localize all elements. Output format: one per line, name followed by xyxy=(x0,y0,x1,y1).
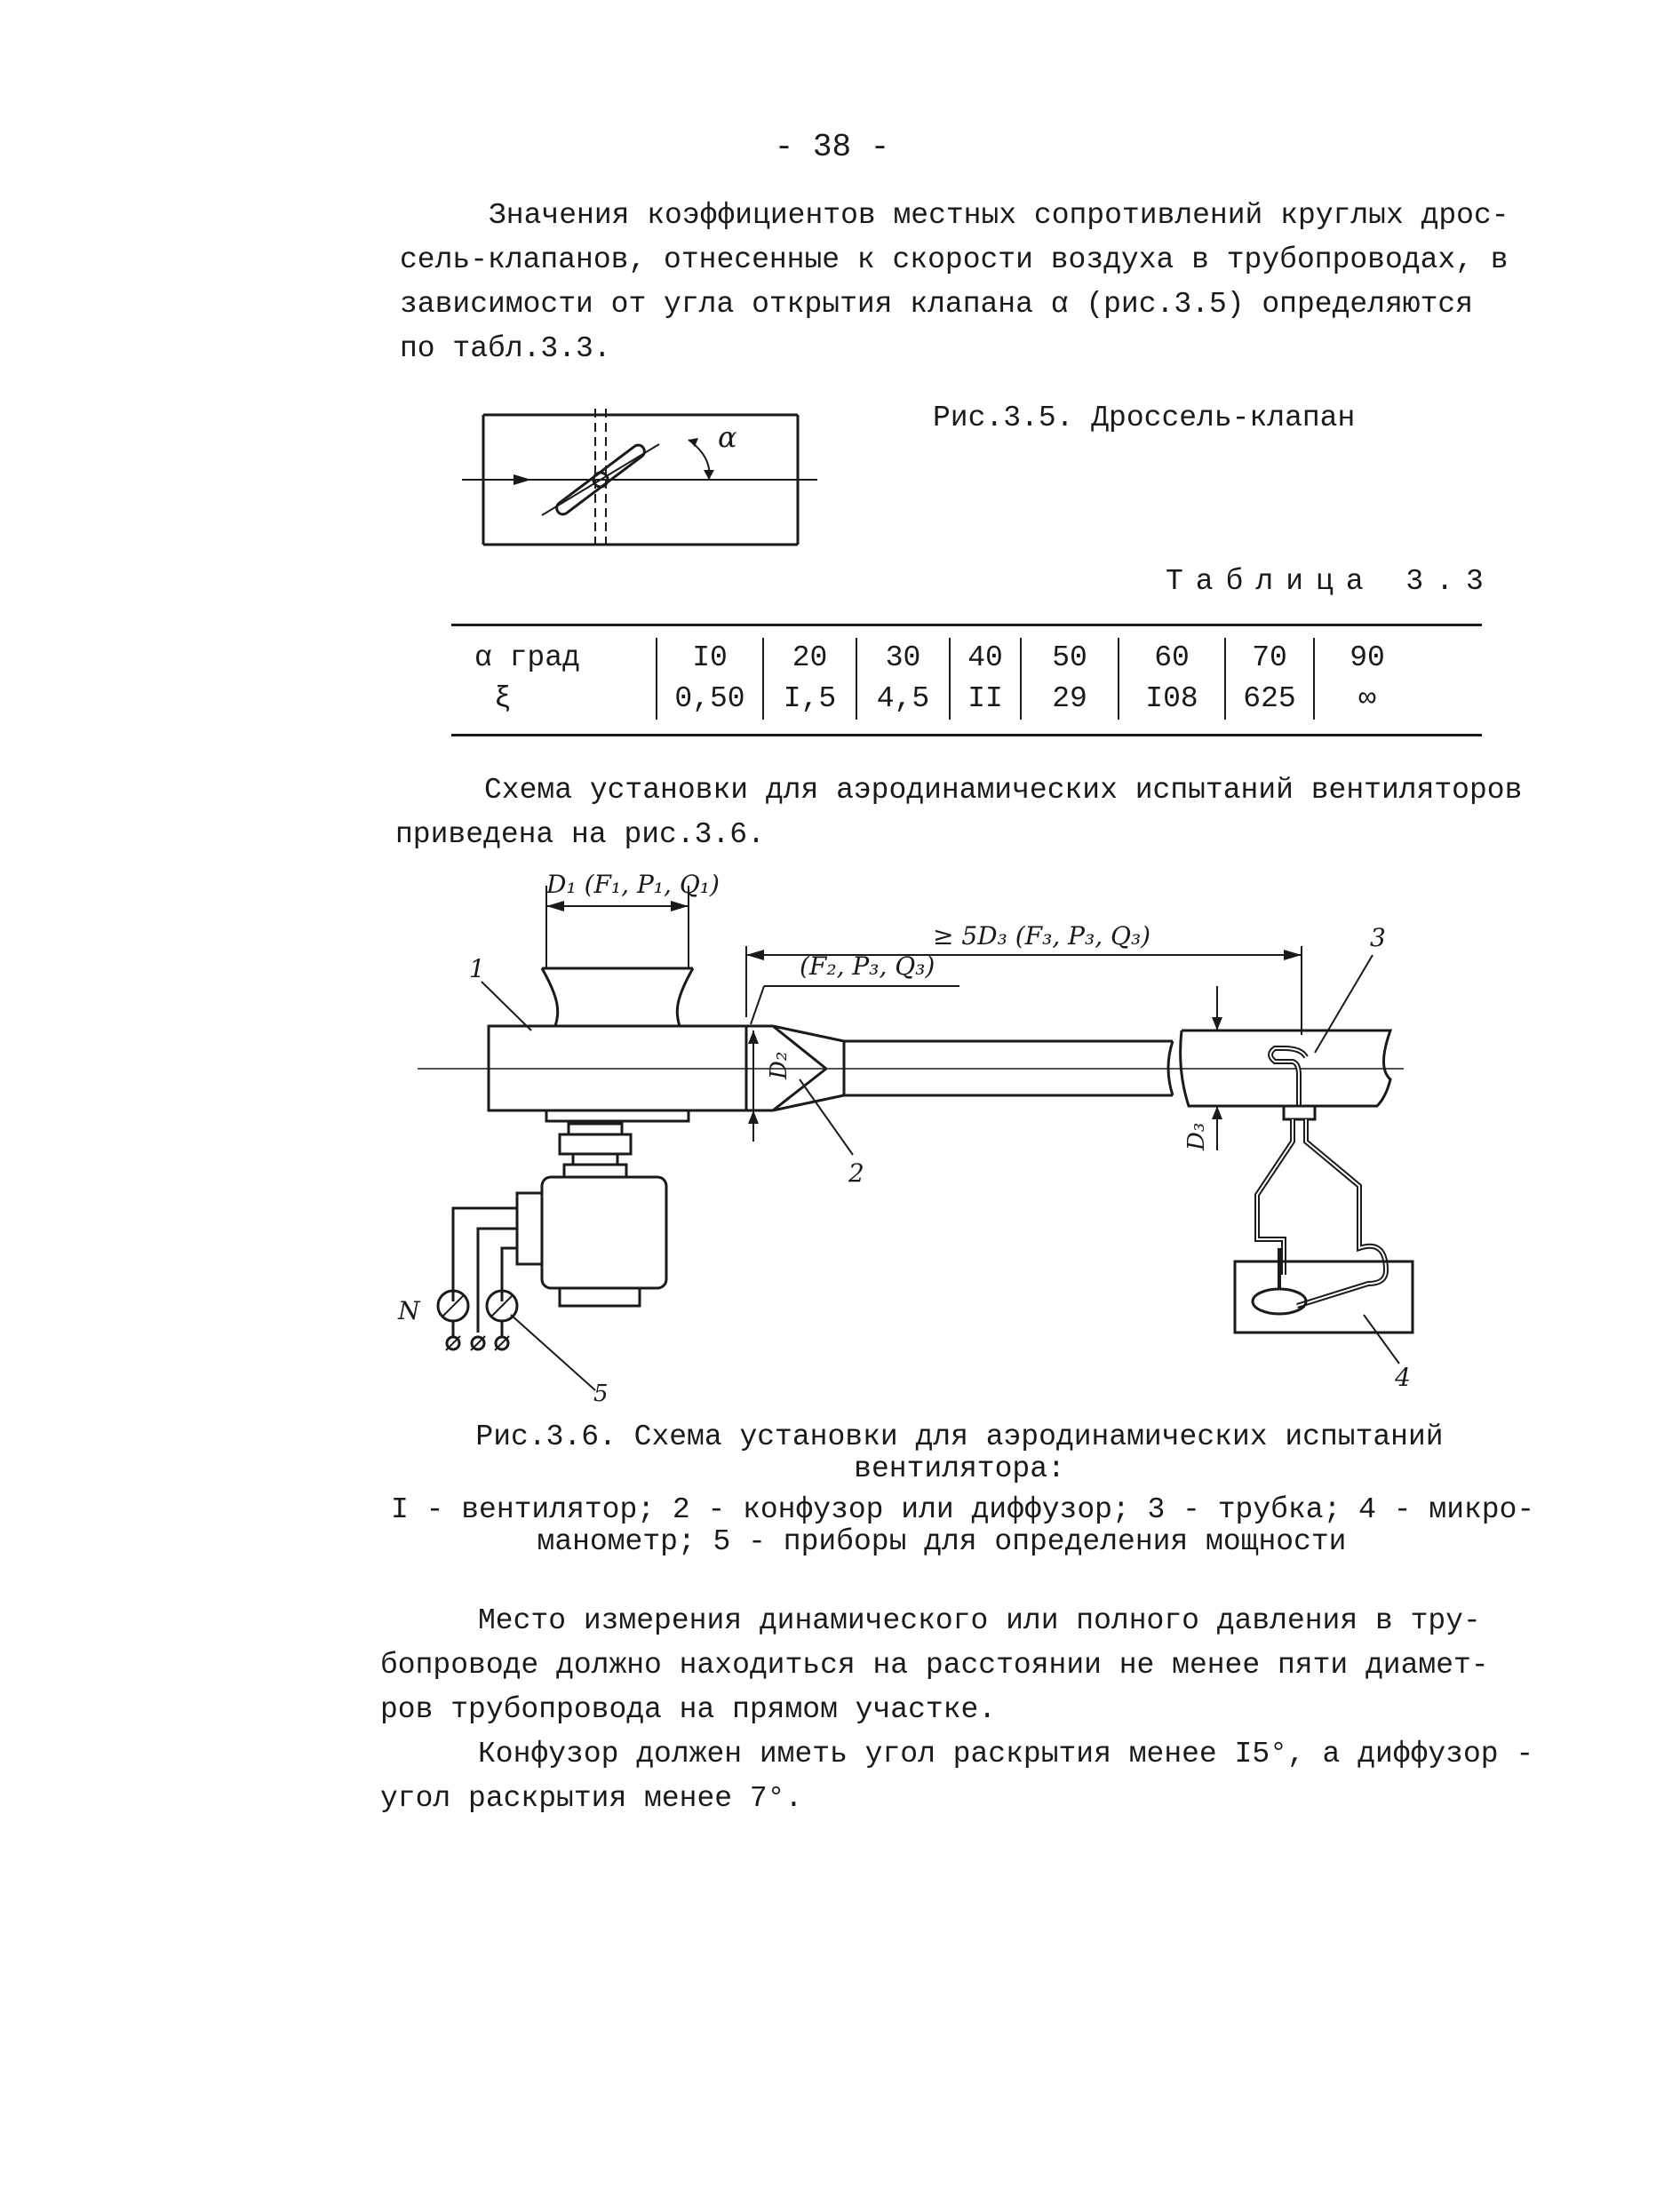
table-cell: ∞ xyxy=(1314,679,1420,720)
scheme-line-2: приведена на рис.3.6. xyxy=(395,818,765,851)
label-2: 2 xyxy=(848,1158,864,1188)
table-cell: 0,50 xyxy=(657,679,763,720)
table-cell: 70 xyxy=(1225,638,1314,679)
table-bottom-rule xyxy=(451,734,1482,736)
label-1: 1 xyxy=(469,954,485,983)
intro-line-3: зависимости от угла открытия клапана α (рис.3.5) определяются xyxy=(400,288,1473,321)
scheme-line-1: Схема установки для аэродинамических испытаний вентиляторов xyxy=(484,774,1523,807)
intro-line-4: по табл.3.3. xyxy=(400,332,611,365)
closing-line-3: ров трубопровода на прямом участке. xyxy=(380,1693,997,1726)
label-f2: (F₂, P₃, Q₃) xyxy=(800,951,936,981)
table-cell: 20 xyxy=(763,638,856,679)
label-3: 3 xyxy=(1370,923,1386,952)
label-d2: D₂ xyxy=(766,1051,792,1079)
page-number: - 38 - xyxy=(774,129,890,165)
intro-line-1: Значения коэффициентов местных сопротивлений круглых дрос- xyxy=(489,199,1509,232)
table-3-3 xyxy=(471,638,1420,720)
angle-label: α xyxy=(718,420,737,454)
table-cell: 29 xyxy=(1021,679,1119,720)
legend-line-1: I - вентилятор; 2 - конфузор или диффузор; 3 - трубка; 4 - микро- xyxy=(391,1493,1535,1526)
table-cell: 40 xyxy=(950,638,1021,679)
table-cell: 90 xyxy=(1314,638,1420,679)
table-row-xi xyxy=(471,679,1420,720)
table-cell: 60 xyxy=(1119,638,1225,679)
intro-line-2: сель-клапанов, отнесенные к скорости воздуха в трубопроводах, в xyxy=(400,243,1509,276)
label-5d3: ≥ 5D₃ (F₃, P₃, Q₃) xyxy=(933,921,1151,951)
figure-3-6-caption xyxy=(391,1420,1535,1558)
figure-3-5-throttle-valve xyxy=(462,404,817,555)
table-cell: ξ xyxy=(494,682,512,715)
label-5: 5 xyxy=(593,1381,609,1407)
table-row-alpha xyxy=(471,638,1420,679)
table-cell: II xyxy=(950,679,1021,720)
legend-line-2: манометр; 5 - приборы для определения мощности xyxy=(537,1525,1347,1558)
label-n: N xyxy=(398,1296,420,1325)
closing-line-1: Место измерения динамического или полного давления в тру- xyxy=(478,1604,1481,1637)
table-cell: 50 xyxy=(1021,638,1119,679)
table-cell: 30 xyxy=(856,638,950,679)
closing-line-4: Конфузор должен иметь угол раскрытия менее I5°, а диффузор - xyxy=(478,1738,1534,1770)
table-cell: 4,5 xyxy=(856,679,950,720)
table-cell: I,5 xyxy=(763,679,856,720)
figure-3-5-caption: Рис.3.5. Дроссель-клапан xyxy=(933,402,1356,434)
scheme-paragraph xyxy=(395,768,1522,857)
label-4: 4 xyxy=(1395,1363,1411,1392)
figure-3-6-test-setup xyxy=(382,857,1475,1408)
table-cell: I08 xyxy=(1119,679,1225,720)
closing-paragraph xyxy=(380,1599,1533,1821)
caption-line-1: Рис.3.6. Схема установки для аэродинамических испытаний xyxy=(475,1420,1444,1453)
table-cell: I0 xyxy=(657,638,763,679)
table-cell: 625 xyxy=(1225,679,1314,720)
caption-line-2: вентилятора: xyxy=(854,1452,1065,1485)
closing-line-5: угол раскрытия менее 7°. xyxy=(380,1782,803,1815)
table-3-3-title: Таблица 3.3 xyxy=(1166,565,1496,598)
label-d1: D₁ (F₁, P₁, Q₁) xyxy=(546,870,720,899)
closing-line-2: бопроводе должно находиться на расстоянии не менее пяти диамет- xyxy=(380,1649,1489,1682)
table-top-rule xyxy=(451,624,1482,626)
table-cell: α град xyxy=(474,641,580,674)
intro-paragraph xyxy=(400,194,1509,371)
label-d3: D₃ xyxy=(1183,1122,1210,1150)
